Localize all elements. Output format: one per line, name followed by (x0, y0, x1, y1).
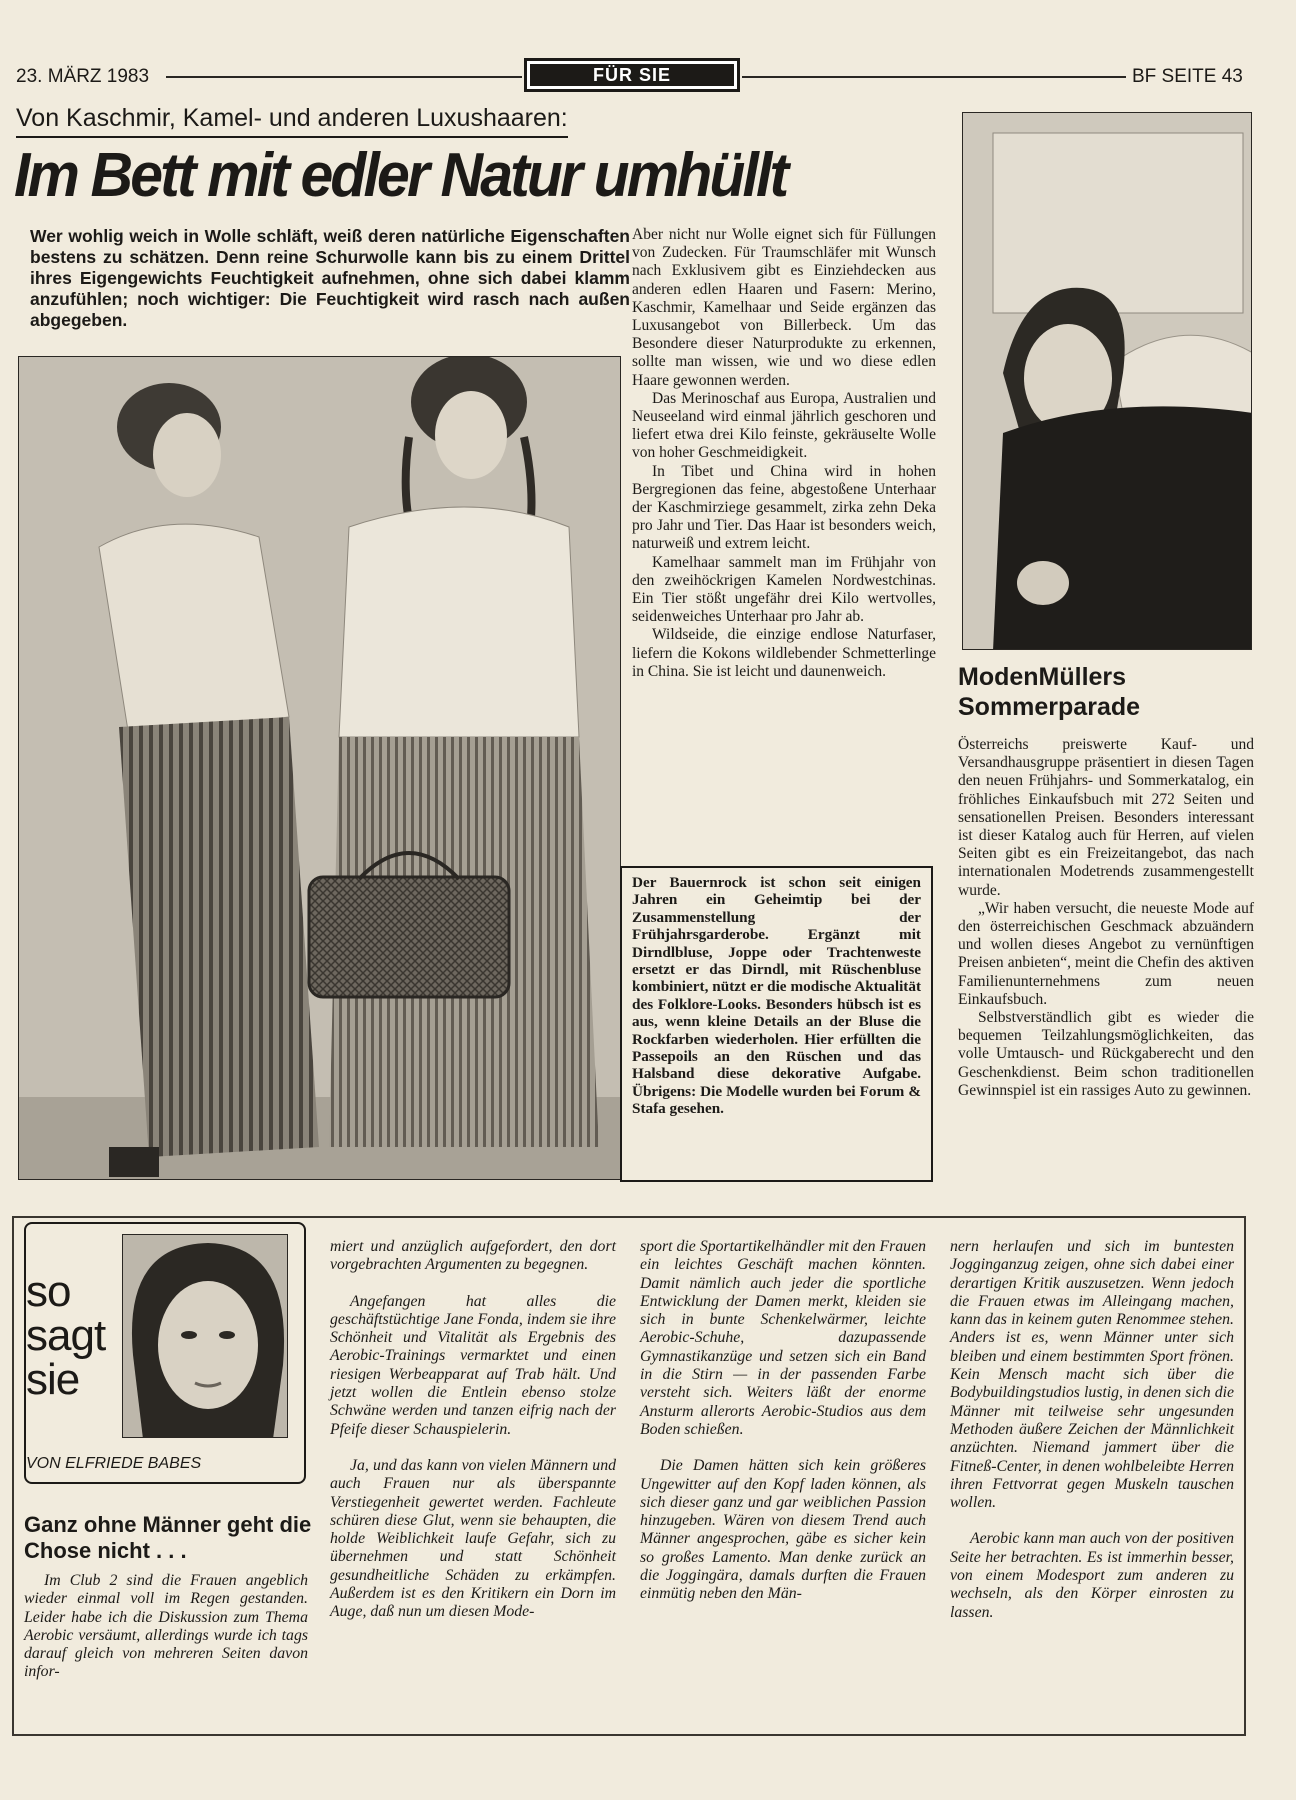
sleeping-woman-illustration (963, 113, 1252, 650)
column-text-1 (24, 1572, 308, 1700)
column-logo-word: so (26, 1267, 71, 1316)
column-logo-word: sie (26, 1355, 80, 1404)
section-label-box (524, 58, 740, 92)
column-logo (26, 1267, 106, 1404)
article-paragraph: Wildseide, die einzige endlose Naturfaser, liefern die Kokons wildlebender Schmetterlinge in China. Sie ist leicht und daunenweich. (632, 626, 936, 680)
article-paragraph: In Tibet und China wird in hohen Bergregionen das feine, abgestoßene Unterhaar der Kaschmirziege gesammelt, zirka zehn Deka pro Jahr und Tier. Das Haar ist besonders weich, naturweiß und extrem leicht. (632, 462, 936, 553)
sidebar-paragraph: Österreichs preiswerte Kauf- und Versandhausgruppe präsentiert in diesen Tagen den neuen Frühjahrs- und Sommerkatalog, ein fröhliches Einkaufsbuch mit 272 Seiten und sensationellen Preisen. Besonders interessant ist dieser Katalog auch für Herren, auf vielen Seiten gibt es ein Freizeitangebot, das nach internationalen Modetrends zusammengestellt wurde. (958, 736, 1254, 899)
header-rule-left (166, 76, 522, 78)
column-text-4 (950, 1238, 1234, 1640)
author-portrait-illustration (123, 1235, 288, 1438)
column-text-2 (330, 1238, 616, 1640)
fashion-photo (18, 356, 621, 1180)
sidebar-paragraph: „Wir haben versucht, die neueste Mode auf den österreichischen Geschmack abzuändern und wollen dieses Angebot zu vernünftigen Preisen anbieten“, meint die Chefin des aktiven Familienunternehmens zum neuen Einkaufsbuch. (958, 899, 1254, 1008)
header-rule-right (742, 76, 1126, 78)
column-paragraph: nern herlaufen und sich im buntesten Jogginganzug zeigen, ohne sich dabei einer derartigen Kritik auszusetzen. Wenn jedoch die Frauen etwas im Alleingang machen, kann das in keinem guten Renommee stehen. Anders ist es, wenn Männer unter sich bleiben und einem bestimmten Sport frönen. Kein Mensch macht sich über die Bodybuildingstudios lustig, in denen sich die Männer mit teilweise sehr ungesunden Methoden äußere Zeichen der Männlichkeit anzüchten. Niemand jammert über die Fitneß-Center, in denen wohlbeleibte Herren ihren Fettvorrat gegen Muskeln tauschen wollen. (950, 1238, 1234, 1512)
sidebar-paragraph: Selbstverständlich gibt es wieder die bequemen Teilzahlungsmöglichkeiten, das volle Umtausch- und Rückgaberecht und den Geschenkdienst. Beim schon traditionellen Gewinnspiel ist ein rassiges Auto zu gewinnen. (958, 1009, 1254, 1099)
sidebar-headline-line: Sommerparade (958, 693, 1141, 721)
photo-caption-box (620, 866, 933, 1182)
fashion-photo-illustration (19, 357, 621, 1180)
article-headline: Im Bett mit edler Natur umhüllt (14, 141, 787, 210)
column-headline: Ganz ohne Männer geht die Chose nicht . . . (24, 1512, 312, 1563)
article-paragraph: Kamelhaar sammelt man im Frühjahr von den zweihöckrigen Kamelen Nordwestchinas. Ein Tier stößt ungefähr drei Kilo wertvolles, seidenweiches Unterhaar pro Jahr ab. (632, 553, 936, 626)
column-paragraph: Die Damen hätten sich kein größeres Ungewitter auf den Kopf laden können, als sich dieser ganz und gar weiblichen Passion hinzugeben. Wären von diesem Trend auch Männer angesprochen, gäbe es sicher kein so großes Lamento. Man denke zurück an die Joggingära, damals durften die Frauen einmütig neben den Män- (640, 1457, 926, 1603)
column-text-3 (640, 1238, 926, 1622)
photo-caption: Der Bauernrock ist schon seit einigen Jahren ein Geheimtip bei der Zusammenstellung der Frühjahrsgarderobe. Ergänzt mit Dirndlbluse, Joppe oder Trachtenweste ersetzt er das Dirndl, mit Rüschenbluse kombiniert, nützt er die modische Aktualität des Folklore-Looks. Besonders hübsch ist es aus, wenn kleine Details an der Bluse die Rockfarben wiederholen. Hier erfüllten die Passepoils an den Rüschen und das Halsband diese dekorative Aufgabe. Übrigens: Die Modelle wurden bei Forum & Stafa gesehen. (632, 874, 921, 1118)
column-paragraph: Angefangen hat alles die geschäftstüchtige Jane Fonda, indem sie ihre Schönheit und Vitalität als Ergebnis des Aerobic-Trainings vermarktet und einen riesigen Werbeapparat auf Trab hält. Und jetzt wollen die Entlein ebenso stolze Schwäne werden und tanzen eifrig nach der Pfeife dieser Schauspielerin. (330, 1292, 616, 1438)
issue-date: 23. MÄRZ 1983 (16, 66, 150, 87)
article-paragraph: Das Merinoschaf aus Europa, Australien und Neuseeland wird einmal jährlich geschoren und liefert etwa drei Kilo feinste, gekräuselte Wolle von hoher Geschmeidigkeit. (632, 389, 936, 462)
column-paragraph: miert und anzüglich aufgefordert, den dort vorgebrachten Argumenten zu begegnen. (330, 1238, 616, 1274)
column-paragraph: Ja, und das kann von vielen Männern und auch Frauen nur als überspannte Verstiegenheit gewertet werden. Fachleute schüren diese Glut, wenn sie behaupten, die holde Weiblichkeit laufe Gefahr, sich zu übernehmen und statt Schönheit gesundheitliche Schäden zu erkämpfen. Außerdem ist es den Kritikern ein Dorn im Auge, daß nun um diesen Mode- (330, 1456, 616, 1621)
column-paragraph: Im Club 2 sind die Frauen angeblich wieder einmal voll im Regen gestanden. Leider habe ich die Diskussion zum Thema Aerobic versäumt, allerdings wurde ich tags darauf gleich von mehreren Seiten davon infor- (24, 1572, 308, 1681)
page-number: BF SEITE 43 (1132, 66, 1243, 87)
article-kicker: Von Kaschmir, Kamel- und anderen Luxushaaren: (16, 104, 568, 138)
section-label: FÜR SIE (530, 64, 734, 86)
sidebar-body (958, 736, 1254, 1100)
article-body (632, 226, 936, 681)
sidebar-headline (958, 662, 1140, 722)
article-lead: Wer wohlig weich in Wolle schläft, weiß deren natürliche Eigenschaften bestens zu schätzen. Denn reine Schurwolle kann bis zu einem Drittel ihres Eigengewichts Feuchtigkeit aufnehmen, ohne sich dabei klamm anzufühlen; noch wichtiger: Die Feuchtigkeit wird rasch nach außen abgegeben. (30, 226, 630, 330)
column-author: VON ELFRIEDE BABES (26, 1455, 202, 1472)
column-logo-word: sagt (26, 1311, 106, 1360)
sleeping-woman-photo (962, 112, 1252, 650)
article-paragraph: Aber nicht nur Wolle eignet sich für Füllungen von Zudecken. Für Traumschläfer mit Wunsch nach Exklusivem gibt es Einziehdecken aus anderen edlen Haaren und Fasern: Merino, Kaschmir, Kamelhaar und Seide ergänzen das Luxusangebot von Billerbeck. Um das Besondere dieser Naturprodukte zu erkennen, sollte man wissen, wie und wo diese edlen Haare gewonnen werden. (632, 226, 936, 389)
author-portrait (122, 1234, 288, 1438)
sidebar-headline-line: ModenMüllers (958, 663, 1127, 691)
column-paragraph: Aerobic kann man auch von der positiven Seite her betrachten. Es ist immerhin besser, von einem Modesport zum anderen zu wechseln, als den Körper einrosten zu lassen. (950, 1530, 1234, 1621)
column-paragraph: sport die Sportartikelhändler mit den Frauen ein leichtes Geschäft machen könnten. Damit nämlich auch jeder die sportliche Entwicklung der Damen merkt, kleiden sie sich in bunte Schenkelwärmer, leichte Aerobic-Schuhe, dazupassende Gymnastikanzüge und setzen sich ein Band in die Stirn — in der passenden Farbe versteht sich. Weiters läßt der enorme Ansturm allerorts Aerobic-Studios aus dem Boden schießen. (640, 1238, 926, 1438)
